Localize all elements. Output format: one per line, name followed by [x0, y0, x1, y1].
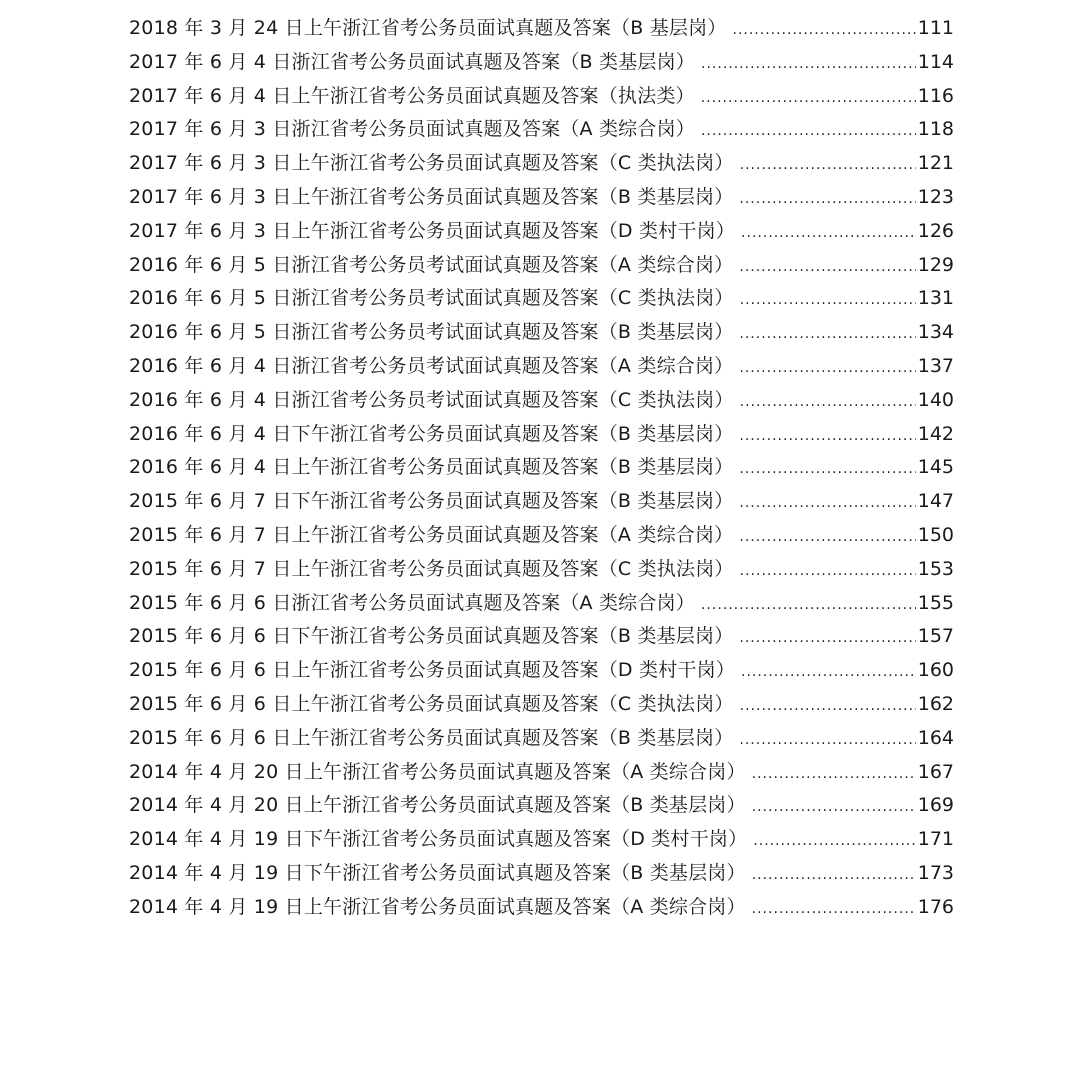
- dot-leader: [740, 284, 916, 318]
- toc-entry-page-number: 164: [917, 726, 954, 749]
- toc-entry-page-number: 150: [917, 523, 954, 546]
- toc-entry[interactable]: [129, 553, 954, 587]
- dot-leader: [739, 622, 915, 656]
- dot-leader: [739, 521, 915, 555]
- toc-entry-title: 2017 年 6 月 3 日上午浙江省考公务员面试真题及答案（D 类村干岗）: [129, 219, 735, 242]
- toc-entry-title: 2016 年 6 月 5 日浙江省考公务员考试面试真题及答案（A 类综合岗）: [129, 253, 734, 276]
- dot-leader: [752, 758, 916, 792]
- toc-entry-page-number: 176: [917, 895, 954, 918]
- toc-entry-page-number: 162: [917, 692, 954, 715]
- toc-entry[interactable]: [129, 756, 954, 790]
- toc-entry-page-number: 167: [917, 760, 954, 783]
- toc-entry[interactable]: [129, 113, 954, 147]
- dot-leader: [752, 893, 916, 927]
- toc-entry-page-number: 116: [917, 84, 954, 107]
- toc-entry[interactable]: [129, 823, 954, 857]
- toc-entry-page-number: 153: [917, 557, 954, 580]
- toc-entry-title: 2016 年 6 月 5 日浙江省考公务员考试面试真题及答案（C 类执法岗）: [129, 287, 734, 310]
- toc-entry[interactable]: [129, 181, 954, 215]
- toc-entry-page-number: 171: [917, 828, 954, 851]
- toc-entry[interactable]: [129, 620, 954, 654]
- toc-entry-page-number: 160: [917, 659, 954, 682]
- toc-entry-title: 2015 年 6 月 6 日浙江省考公务员面试真题及答案（A 类综合岗）: [129, 591, 695, 614]
- dot-leader: [739, 318, 915, 352]
- toc-entry[interactable]: [129, 654, 954, 688]
- toc-entry-title: 2016 年 6 月 4 日浙江省考公务员考试面试真题及答案（A 类综合岗）: [129, 354, 734, 377]
- toc-entry-title: 2017 年 6 月 3 日上午浙江省考公务员面试真题及答案（B 类基层岗）: [129, 185, 734, 208]
- toc-entry-title: 2017 年 6 月 4 日浙江省考公务员面试真题及答案（B 类基层岗）: [129, 50, 696, 73]
- toc-entry-title: 2014 年 4 月 19 日下午浙江省考公务员面试真题及答案（B 类基层岗）: [129, 861, 746, 884]
- dot-leader: [740, 386, 916, 420]
- toc-entry[interactable]: [129, 789, 954, 823]
- toc-entry-title: 2017 年 6 月 3 日浙江省考公务员面试真题及答案（A 类综合岗）: [129, 118, 695, 141]
- dot-leader: [739, 487, 915, 521]
- dot-leader: [739, 183, 915, 217]
- toc-entry-title: 2016 年 6 月 5 日浙江省考公务员考试面试真题及答案（B 类基层岗）: [129, 321, 734, 344]
- dot-leader: [741, 217, 916, 251]
- toc-entry-page-number: 129: [917, 253, 954, 276]
- toc-entry[interactable]: [129, 350, 954, 384]
- toc-entry-title: 2016 年 6 月 4 日浙江省考公务员考试面试真题及答案（C 类执法岗）: [129, 388, 734, 411]
- table-of-contents: [129, 12, 954, 925]
- toc-entry-title: 2015 年 6 月 7 日下午浙江省考公务员面试真题及答案（B 类基层岗）: [129, 490, 734, 513]
- toc-entry[interactable]: [129, 80, 954, 114]
- dot-leader: [733, 14, 916, 48]
- dot-leader: [739, 420, 915, 454]
- dot-leader: [752, 791, 916, 825]
- toc-entry-page-number: 140: [917, 388, 954, 411]
- toc-entry-page-number: 145: [917, 456, 954, 479]
- dot-leader: [740, 149, 916, 183]
- dot-leader: [740, 690, 916, 724]
- toc-entry-page-number: 173: [917, 861, 954, 884]
- toc-entry[interactable]: [129, 215, 954, 249]
- dot-leader: [739, 724, 915, 758]
- toc-entry-title: 2016 年 6 月 4 日下午浙江省考公务员面试真题及答案（B 类基层岗）: [129, 422, 734, 445]
- toc-entry[interactable]: [129, 384, 954, 418]
- toc-entry[interactable]: [129, 316, 954, 350]
- toc-entry-title: 2015 年 6 月 7 日上午浙江省考公务员面试真题及答案（C 类执法岗）: [129, 557, 734, 580]
- dot-leader: [740, 555, 916, 589]
- toc-entry-title: 2015 年 6 月 7 日上午浙江省考公务员面试真题及答案（A 类综合岗）: [129, 523, 734, 546]
- dot-leader: [701, 48, 916, 82]
- dot-leader: [739, 352, 915, 386]
- dot-leader: [701, 115, 916, 149]
- toc-entry-page-number: 131: [917, 287, 954, 310]
- toc-entry[interactable]: [129, 46, 954, 80]
- toc-entry-page-number: 157: [917, 625, 954, 648]
- toc-entry-page-number: 134: [917, 321, 954, 344]
- toc-entry-page-number: 111: [917, 17, 954, 39]
- toc-entry-title: 2018 年 3 月 24 日上午浙江省考公务员面试真题及答案（B 基层岗）: [129, 17, 727, 39]
- toc-entry[interactable]: [129, 249, 954, 283]
- toc-entry-page-number: 114: [917, 50, 954, 73]
- dot-leader: [741, 656, 916, 690]
- toc-entry-page-number: 169: [917, 794, 954, 817]
- toc-entry-title: 2014 年 4 月 19 日下午浙江省考公务员面试真题及答案（D 类村干岗）: [129, 828, 748, 851]
- toc-entry-title: 2014 年 4 月 20 日上午浙江省考公务员面试真题及答案（A 类综合岗）: [129, 760, 746, 783]
- toc-entry[interactable]: [129, 587, 954, 621]
- dot-leader: [739, 453, 915, 487]
- toc-entry[interactable]: [129, 418, 954, 452]
- toc-entry-title: 2014 年 4 月 20 日上午浙江省考公务员面试真题及答案（B 类基层岗）: [129, 794, 746, 817]
- toc-entry-page-number: 121: [917, 152, 954, 175]
- toc-entry-page-number: 155: [917, 591, 954, 614]
- toc-entry[interactable]: [129, 891, 954, 925]
- toc-entry[interactable]: [129, 147, 954, 181]
- toc-entry-title: 2016 年 6 月 4 日上午浙江省考公务员面试真题及答案（B 类基层岗）: [129, 456, 734, 479]
- dot-leader: [753, 825, 915, 859]
- toc-entry-page-number: 137: [917, 354, 954, 377]
- toc-entry[interactable]: [129, 688, 954, 722]
- toc-entry-title: 2015 年 6 月 6 日上午浙江省考公务员面试真题及答案（B 类基层岗）: [129, 726, 734, 749]
- toc-entry-title: 2017 年 6 月 3 日上午浙江省考公务员面试真题及答案（C 类执法岗）: [129, 152, 734, 175]
- dot-leader: [701, 82, 916, 116]
- toc-entry[interactable]: [129, 857, 954, 891]
- toc-entry-title: 2017 年 6 月 4 日上午浙江省考公务员面试真题及答案（执法类）: [129, 84, 695, 107]
- toc-entry[interactable]: [129, 282, 954, 316]
- toc-entry-title: 2015 年 6 月 6 日上午浙江省考公务员面试真题及答案（C 类执法岗）: [129, 692, 734, 715]
- toc-entry-page-number: 142: [917, 422, 954, 445]
- toc-entry[interactable]: [129, 12, 954, 46]
- dot-leader: [752, 859, 916, 893]
- toc-entry[interactable]: [129, 485, 954, 519]
- dot-leader: [739, 251, 915, 285]
- toc-entry[interactable]: [129, 722, 954, 756]
- toc-entry-title: 2015 年 6 月 6 日下午浙江省考公务员面试真题及答案（B 类基层岗）: [129, 625, 734, 648]
- toc-entry-page-number: 118: [917, 118, 954, 141]
- toc-entry-page-number: 123: [917, 185, 954, 208]
- toc-entry-title: 2014 年 4 月 19 日上午浙江省考公务员面试真题及答案（A 类综合岗）: [129, 895, 746, 918]
- dot-leader: [701, 589, 916, 623]
- toc-entry-page-number: 126: [917, 219, 954, 242]
- toc-entry-title: 2015 年 6 月 6 日上午浙江省考公务员面试真题及答案（D 类村干岗）: [129, 659, 735, 682]
- toc-entry[interactable]: [129, 451, 954, 485]
- toc-entry-page-number: 147: [917, 490, 954, 513]
- toc-entry[interactable]: [129, 519, 954, 553]
